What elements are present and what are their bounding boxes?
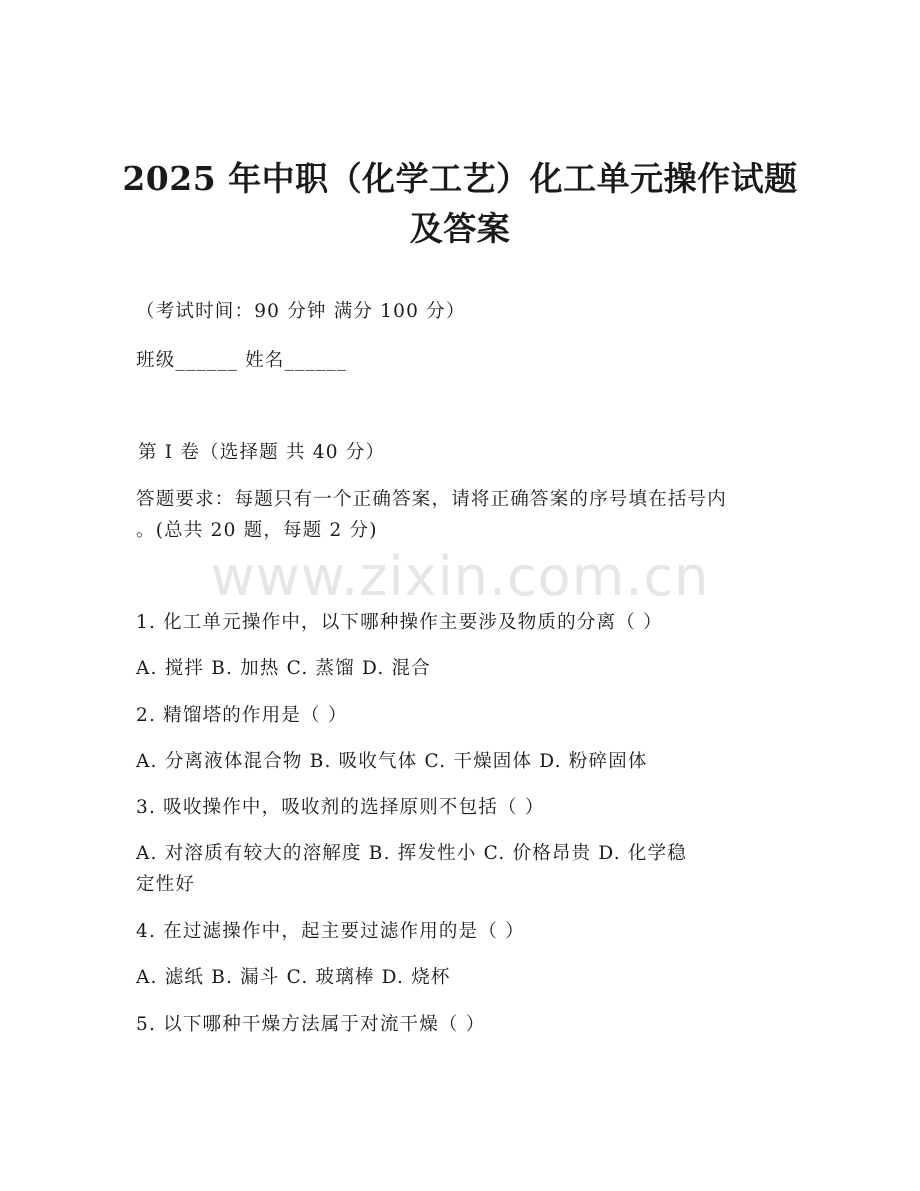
- instructions-line-2: 。(总共 20 题，每题 2 分): [136, 520, 378, 541]
- question-4-stem: 4. 在过滤操作中，起主要过滤作用的是（ ）: [136, 921, 525, 942]
- question-4-options: A. 滤纸 B. 漏斗 C. 玻璃棒 D. 烧杯: [136, 967, 451, 988]
- instructions-line-1: 答题要求：每题只有一个正确答案，请将正确答案的序号填在括号内: [136, 489, 728, 510]
- question-3-stem: 3. 吸收操作中，吸收剂的选择原则不包括（ ）: [136, 797, 545, 818]
- question-5-stem: 5. 以下哪种干燥方法属于对流干燥（ ）: [136, 1014, 486, 1035]
- page-title-line-2: 及答案: [409, 209, 511, 248]
- question-2-options: A. 分离液体混合物 B. 吸收气体 C. 干燥固体 D. 粉碎固体: [136, 751, 648, 772]
- question-2-stem: 2. 精馏塔的作用是（ ）: [136, 705, 348, 726]
- exam-time-and-score: （考试时间：90 分钟 满分 100 分）: [136, 301, 466, 322]
- watermark: www.zixin.com.cn: [210, 545, 710, 608]
- class-and-name-fields: 班级______ 姓名______: [136, 350, 348, 371]
- page-title-line-1: 2025 年中职（化学工艺）化工单元操作试题: [122, 159, 798, 198]
- question-3-options-line-2: 定性好: [136, 874, 196, 895]
- question-3-options-line-1: A. 对溶质有较大的溶解度 B. 挥发性小 C. 价格昂贵 D. 化学稳: [136, 843, 688, 864]
- question-1-stem: 1. 化工单元操作中，以下哪种操作主要涉及物质的分离（ ）: [136, 612, 663, 633]
- section-heading: 第 I 卷（选择题 共 40 分）: [138, 442, 386, 463]
- question-1-options: A. 搅拌 B. 加热 C. 蒸馏 D. 混合: [136, 658, 431, 679]
